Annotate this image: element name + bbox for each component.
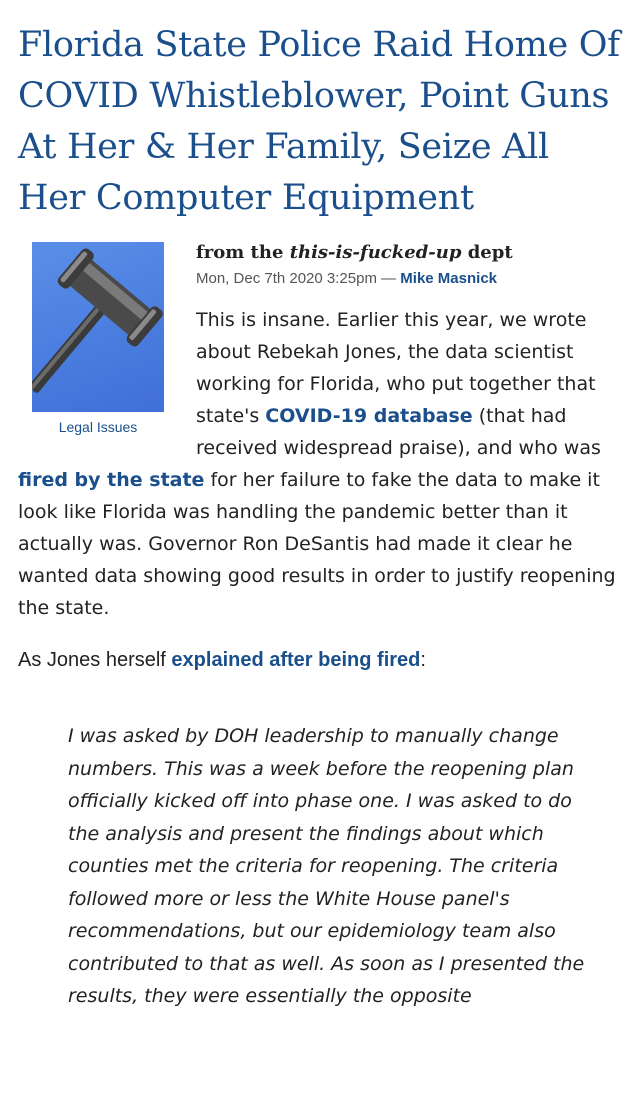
explained-link[interactable]: explained after being fired bbox=[171, 649, 421, 671]
gavel-icon[interactable] bbox=[32, 242, 164, 412]
tag-label[interactable]: Legal Issues bbox=[58, 419, 138, 435]
author-link[interactable]: Mike Masnick bbox=[400, 270, 498, 287]
para1-text-1: This is insane. Earlier this year, we wrote about Rebekah Jones, the data scientist working for Florida, who put together that state's bbox=[196, 309, 596, 427]
dept-slug: this-is-fucked-up bbox=[289, 242, 462, 263]
dept-word: dept bbox=[467, 242, 513, 263]
post-date: Mon, Dec 7th 2020 3:25pm bbox=[196, 270, 377, 287]
article-page bbox=[0, 20, 640, 1120]
topic-tag[interactable] bbox=[18, 242, 178, 435]
article-headline[interactable]: Florida State Police Raid Home Of COVID Whistleblower, Point Guns At Her & Her Family, Seize All Her Computer Equipment bbox=[18, 25, 620, 218]
para1-text-3: for her failure to fake the data to make it look like Florida was handling the pandemic better than it actually was. Governor Ron DeSantis had made it clear he wanted data showing good results in order to justify reopening the state. bbox=[18, 469, 616, 619]
fired-by-state-link[interactable]: fired by the state bbox=[18, 469, 205, 491]
blockquote: I was asked by DOH leadership to manually change numbers. This was a week before the reopening plan officially kicked off into phase one. I was asked to do the analysis and present the findings about which counties met the criteria for reopening. The criteria followed more or less the White House panel's recommendations, but our epidemiology team also contributed to that as well. As soon as I presented the results, they were essentially the opposite bbox=[68, 725, 585, 1007]
covid-database-link[interactable]: COVID-19 database bbox=[265, 405, 473, 427]
meta-dash: — bbox=[381, 270, 397, 287]
paragraph-2 bbox=[18, 644, 622, 676]
para2-text-1: As Jones herself bbox=[18, 649, 172, 671]
article-body bbox=[18, 242, 622, 1013]
para2-text-2: : bbox=[420, 649, 426, 671]
dept-from: from the bbox=[196, 242, 284, 263]
para1-text-2: (that had received widespread praise), and who was bbox=[196, 405, 601, 459]
